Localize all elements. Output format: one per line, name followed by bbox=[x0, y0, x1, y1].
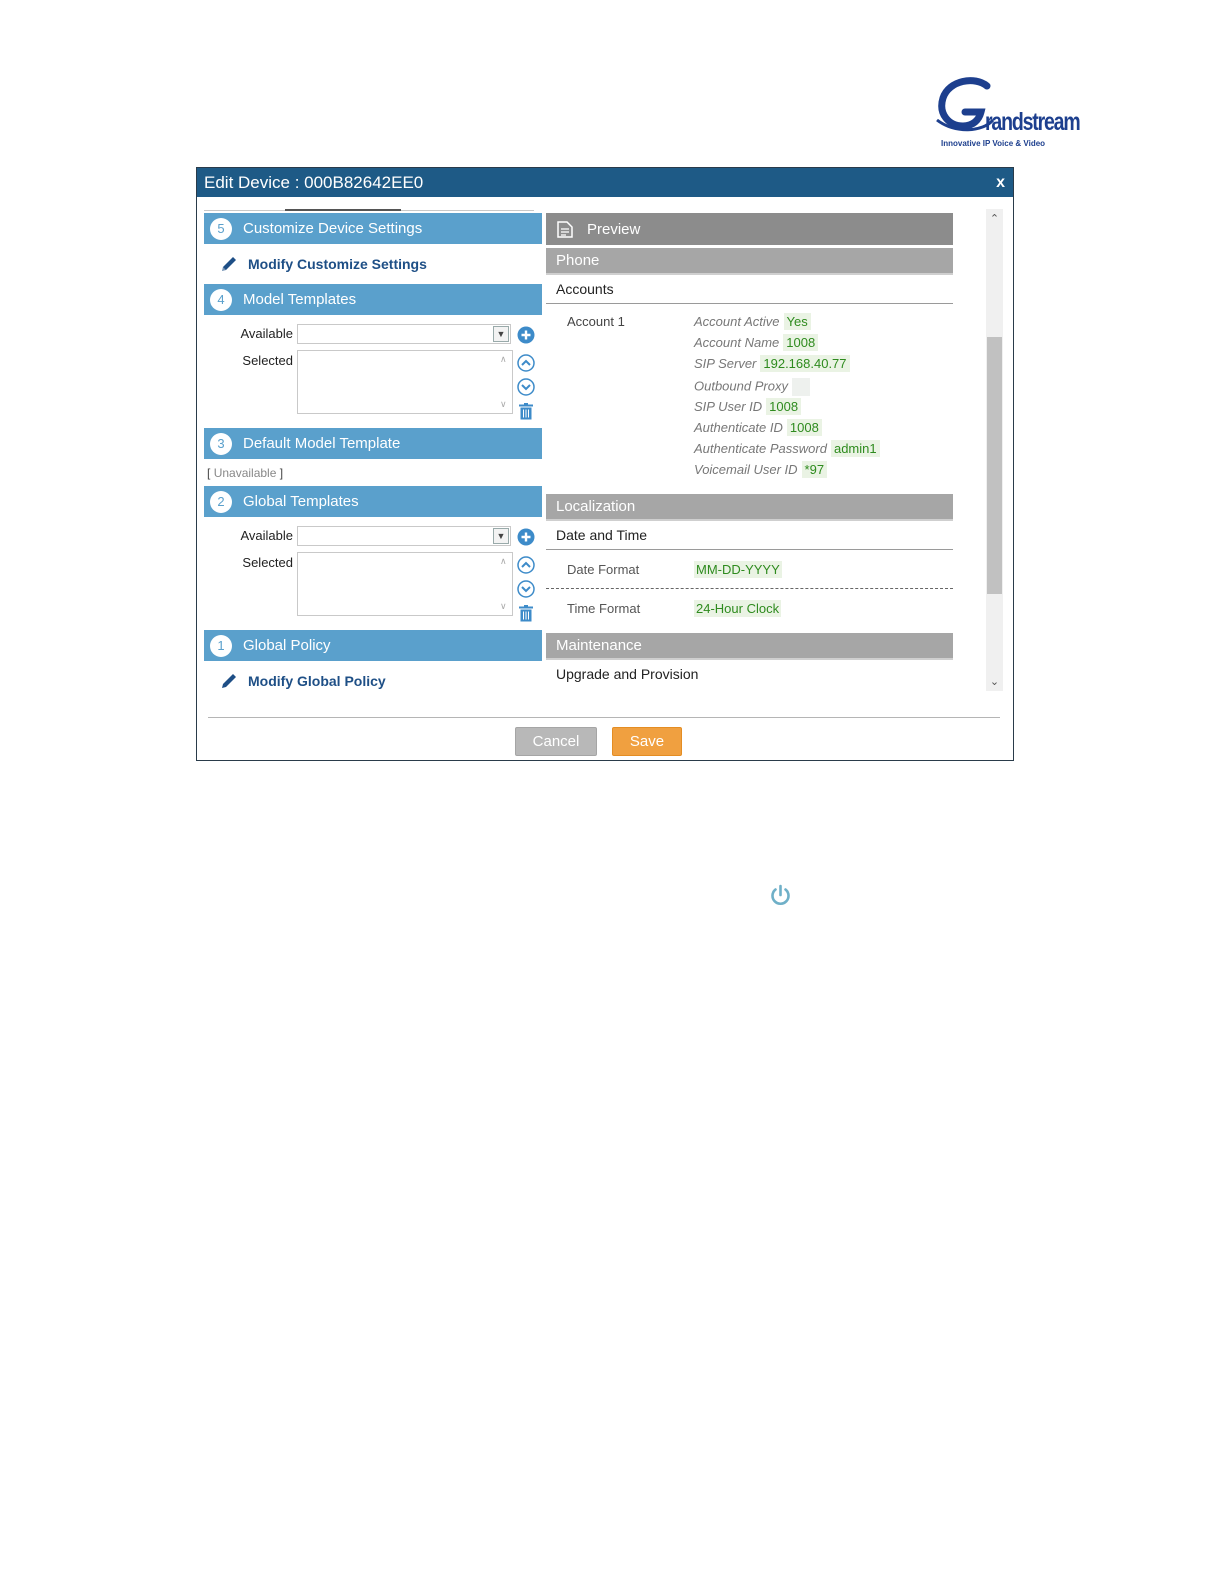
available-label: Available bbox=[240, 326, 293, 341]
step-number: 4 bbox=[210, 289, 232, 311]
tab-active-indicator bbox=[285, 209, 401, 211]
category-localization: Localization bbox=[546, 494, 953, 521]
bracket-open: [ bbox=[207, 465, 211, 480]
add-icon[interactable] bbox=[517, 326, 535, 344]
section-model-templates bbox=[204, 284, 542, 315]
selected-label: Selected bbox=[242, 353, 293, 368]
link-label: Modify Global Policy bbox=[248, 673, 386, 689]
default-template-status bbox=[204, 459, 542, 486]
settings-panel bbox=[204, 213, 542, 701]
save-button[interactable]: Save bbox=[612, 727, 682, 756]
cancel-button[interactable]: Cancel bbox=[515, 727, 597, 756]
section-global-policy bbox=[204, 630, 542, 661]
category-phone: Phone bbox=[546, 248, 953, 275]
logo-wordmark: randstream bbox=[985, 108, 1080, 136]
document-icon bbox=[557, 221, 573, 238]
trash-icon[interactable] bbox=[517, 604, 535, 622]
field-authenticate-password: Authenticate Password admin1 bbox=[694, 441, 880, 456]
model-selected-list[interactable] bbox=[297, 350, 513, 414]
logo-tagline: Innovative IP Voice & Video bbox=[941, 139, 1046, 148]
global-selected-list[interactable] bbox=[297, 552, 513, 616]
model-templates-form bbox=[204, 315, 542, 428]
scrollbar-thumb[interactable] bbox=[987, 337, 1002, 594]
chevron-down-icon[interactable]: ▼ bbox=[493, 326, 509, 342]
pencil-icon bbox=[220, 255, 238, 273]
subcategory-upgrade-provision: Upgrade and Provision bbox=[556, 666, 699, 682]
footer-divider bbox=[208, 717, 1000, 718]
scroll-up-arrow[interactable]: ⌃ bbox=[989, 213, 1000, 225]
subcategory-accounts: Accounts bbox=[546, 275, 953, 304]
bracket-close: ] bbox=[279, 465, 284, 480]
step-number: 1 bbox=[210, 635, 232, 657]
preview-title: Preview bbox=[587, 220, 641, 238]
power-icon bbox=[768, 883, 793, 908]
modify-global-policy-link[interactable] bbox=[204, 661, 542, 701]
section-title: Customize Device Settings bbox=[243, 220, 423, 237]
available-label: Available bbox=[240, 528, 293, 543]
list-scrollbar[interactable]: ∧ ∨ bbox=[500, 354, 507, 409]
field-account-active: Account Active Yes bbox=[694, 314, 811, 329]
date-format-row bbox=[546, 550, 953, 589]
move-down-icon[interactable] bbox=[517, 580, 535, 598]
grandstream-logo bbox=[935, 76, 1080, 152]
link-label: Modify Customize Settings bbox=[248, 256, 427, 272]
move-down-icon[interactable] bbox=[517, 378, 535, 396]
global-templates-form bbox=[204, 517, 542, 630]
date-format-label: Date Format bbox=[567, 562, 640, 577]
move-up-icon[interactable] bbox=[517, 354, 535, 372]
section-customize-device-settings bbox=[204, 213, 542, 244]
step-number: 5 bbox=[210, 218, 232, 240]
dialog-body bbox=[197, 197, 1013, 717]
edit-device-dialog bbox=[196, 167, 1014, 761]
dialog-titlebar bbox=[197, 168, 1013, 197]
unavailable-text: Unavailable bbox=[213, 465, 277, 480]
section-title: Model Templates bbox=[243, 291, 357, 308]
field-outbound-proxy: Outbound Proxy bbox=[694, 378, 810, 396]
field-account-name: Account Name 1008 bbox=[694, 335, 818, 350]
section-global-templates bbox=[204, 486, 542, 517]
scroll-down-arrow[interactable]: ⌄ bbox=[989, 676, 1000, 688]
section-title: Global Templates bbox=[243, 493, 359, 510]
category-maintenance: Maintenance bbox=[546, 633, 953, 660]
selected-label: Selected bbox=[242, 555, 293, 570]
preview-scrollbar[interactable] bbox=[986, 209, 1003, 691]
preview-header bbox=[546, 213, 953, 245]
close-button[interactable]: x bbox=[996, 173, 1005, 191]
account-label: Account 1 bbox=[567, 314, 625, 329]
time-format-row bbox=[546, 589, 953, 627]
trash-icon[interactable] bbox=[517, 402, 535, 420]
time-format-label: Time Format bbox=[567, 601, 641, 616]
chevron-down-icon[interactable]: ▼ bbox=[493, 528, 509, 544]
subcategory-date-time: Date and Time bbox=[546, 521, 953, 550]
field-voicemail-user-id: Voicemail User ID *97 bbox=[694, 462, 827, 477]
date-format-value: MM-DD-YYYY bbox=[696, 562, 780, 577]
step-number: 2 bbox=[210, 491, 232, 513]
field-sip-user-id: SIP User ID 1008 bbox=[694, 399, 801, 414]
model-available-select[interactable] bbox=[297, 324, 511, 344]
field-authenticate-id: Authenticate ID 1008 bbox=[694, 420, 822, 435]
add-icon[interactable] bbox=[517, 528, 535, 546]
move-up-icon[interactable] bbox=[517, 556, 535, 574]
section-default-model-template bbox=[204, 428, 542, 459]
account-1-block bbox=[546, 304, 953, 494]
section-title: Global Policy bbox=[243, 637, 331, 654]
pencil-icon bbox=[220, 672, 238, 690]
step-number: 3 bbox=[210, 433, 232, 455]
dialog-title: Edit Device : 000B82642EE0 bbox=[204, 172, 424, 192]
time-format-value: 24-Hour Clock bbox=[696, 601, 780, 616]
list-scrollbar[interactable]: ∧ ∨ bbox=[500, 556, 507, 611]
global-available-select[interactable] bbox=[297, 526, 511, 546]
preview-panel bbox=[546, 213, 953, 688]
modify-customize-settings-link[interactable] bbox=[204, 244, 542, 284]
field-sip-server: SIP Server 192.168.40.77 bbox=[694, 356, 850, 371]
section-title: Default Model Template bbox=[243, 435, 401, 452]
